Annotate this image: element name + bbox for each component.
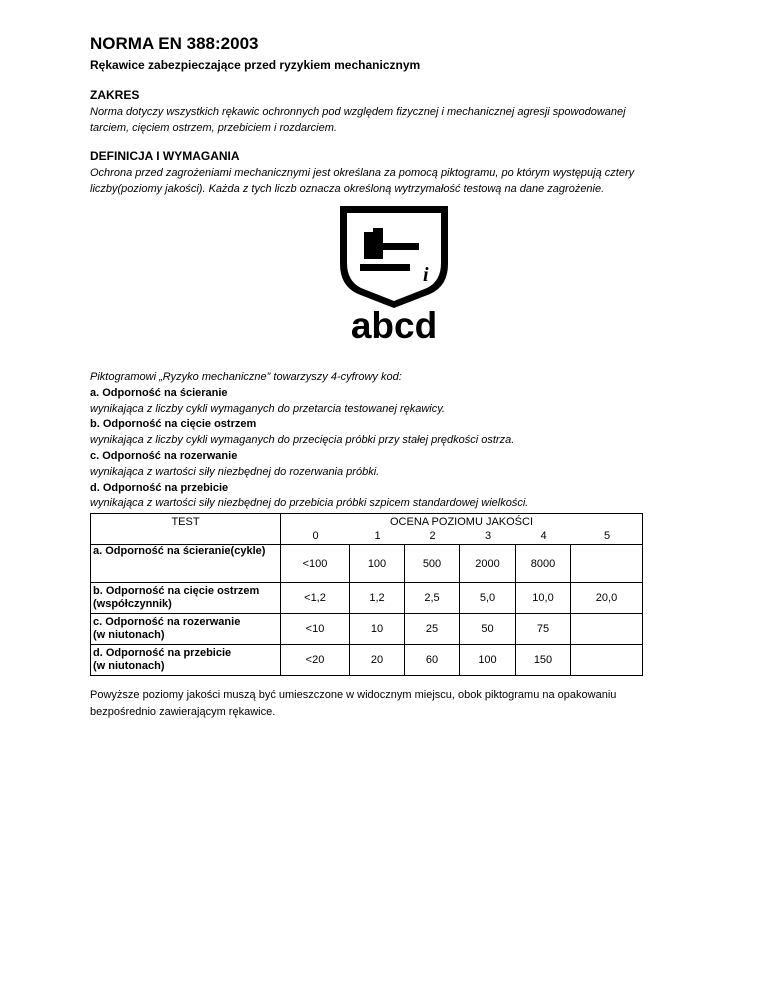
code-item-desc: wynikająca z liczby cykli wymaganych do przecięcia próbki przy stałej prędkości ostrza. (90, 434, 515, 447)
table-cell: 50 (460, 614, 516, 645)
table-cell: <20 (281, 645, 350, 676)
table-cell: 150 (516, 645, 571, 676)
table-cell: 25 (405, 614, 460, 645)
level-header: 0 (312, 530, 319, 542)
quality-levels-table (90, 513, 643, 676)
scope-heading: ZAKRES (90, 88, 140, 102)
rating-header-cell (281, 514, 643, 545)
table-cell: <100 (281, 545, 350, 583)
code-item-label: c. Odporność na rozerwanie (90, 449, 238, 462)
code-description (90, 370, 690, 512)
level-header: 3 (484, 530, 492, 542)
mechanical-hazard-shield-icon (340, 206, 448, 308)
table-cell: 60 (405, 645, 460, 676)
row-label (91, 583, 281, 614)
footer-line: Powyższe poziomy jakości muszą być umieszczone w widocznym miejscu, obok piktogramu na opakowaniu (90, 689, 617, 701)
table-cell: 10,0 (516, 583, 571, 614)
row-label-line: (w niutonach) (93, 660, 165, 672)
table-cell: <10 (281, 614, 350, 645)
scope-text (90, 104, 690, 136)
document-subtitle: Rękawice zabezpieczające przed ryzykiem mechanicznym (90, 58, 421, 72)
table-cell (571, 645, 643, 676)
definition-text (90, 165, 690, 197)
level-header: 1 (374, 530, 381, 542)
row-label-line: (w niutonach) (93, 629, 165, 641)
code-item-label: b. Odporność na cięcie ostrzem (90, 418, 257, 431)
scope-line: tarciem, cięciem ostrzem, przebiciem i rozdarciem. (90, 122, 337, 134)
row-label-line: b. Odporność na cięcie ostrzem (93, 585, 260, 597)
table-cell: 1,2 (350, 583, 405, 614)
row-label-line: a. Odporność na ścieranie(cykle) (93, 545, 266, 557)
table-header-row (91, 514, 643, 545)
code-intro: Piktogramowi „Ryzyko mechaniczne” towarzyszy 4-cyfrowy kod: (90, 371, 402, 383)
table-cell: 5,0 (460, 583, 516, 614)
table-cell: 500 (405, 545, 460, 583)
table-cell: 2,5 (405, 583, 460, 614)
code-item-label: a. Odporność na ścieranie (90, 386, 228, 399)
level-header: 4 (540, 530, 547, 542)
definition-line: Ochrona przed zagrożeniami mechanicznymi jest określana za pomocą piktogramu, po którym występują cztery (90, 167, 635, 179)
code-item-label: d. Odporność na przebicie (90, 481, 229, 494)
table-cell: 8000 (516, 545, 571, 583)
document-title: NORMA EN 388:2003 (90, 34, 259, 53)
row-label-line: (współczynnik) (93, 598, 172, 610)
table-cell: 2000 (460, 545, 516, 583)
rating-header: OCENA POZIOMU JAKOŚCI (389, 516, 534, 528)
table-cell: <1,2 (281, 583, 350, 614)
code-item-desc: wynikająca z wartości siły niezbędnej do rozerwania próbki. (90, 465, 380, 478)
table-row (91, 545, 643, 583)
table-cell: 100 (350, 545, 405, 583)
table-row (91, 614, 643, 645)
table-row (91, 645, 643, 676)
row-label-line: d. Odporność na przebicie (93, 647, 232, 659)
row-label (91, 645, 281, 676)
table-cell: 10 (350, 614, 405, 645)
test-header: TEST (91, 514, 281, 545)
mechanical-hazard-pictogram (336, 202, 452, 342)
table-cell (571, 545, 643, 583)
code-item-desc: wynikająca z liczby cykli wymaganych do przetarcia testowanej rękawicy. (90, 402, 445, 415)
definition-line: liczby(poziomy jakości). Każda z tych liczb oznacza określoną wytrzymałość testową na dane zagrożenie. (90, 183, 605, 195)
table-row (91, 583, 643, 614)
definition-heading: DEFINICJA I WYMAGANIA (90, 149, 240, 163)
scope-line: Norma dotyczy wszystkich rękawic ochronnych pod względem fizycznej i mechanicznej agresji spowodowanej (90, 106, 626, 118)
pictogram-code-label: abcd (350, 305, 438, 342)
footer-line: bezpośrednio zawierającym rękawice. (90, 706, 276, 718)
level-header: 2 (429, 530, 436, 542)
row-label-line: c. Odporność na rozerwanie (93, 616, 241, 628)
row-label (91, 614, 281, 645)
level-header: 5 (603, 530, 611, 542)
table-cell: 75 (516, 614, 571, 645)
footer-note (90, 687, 690, 721)
table-cell: 20 (350, 645, 405, 676)
code-item-desc: wynikająca z wartości siły niezbędnej do przebicia próbki szpicem standardowej wielkości. (90, 497, 529, 510)
table-cell (571, 614, 643, 645)
info-mark: i (423, 264, 429, 286)
row-label (91, 545, 281, 583)
table-cell: 100 (460, 645, 516, 676)
table-cell: 20,0 (571, 583, 643, 614)
